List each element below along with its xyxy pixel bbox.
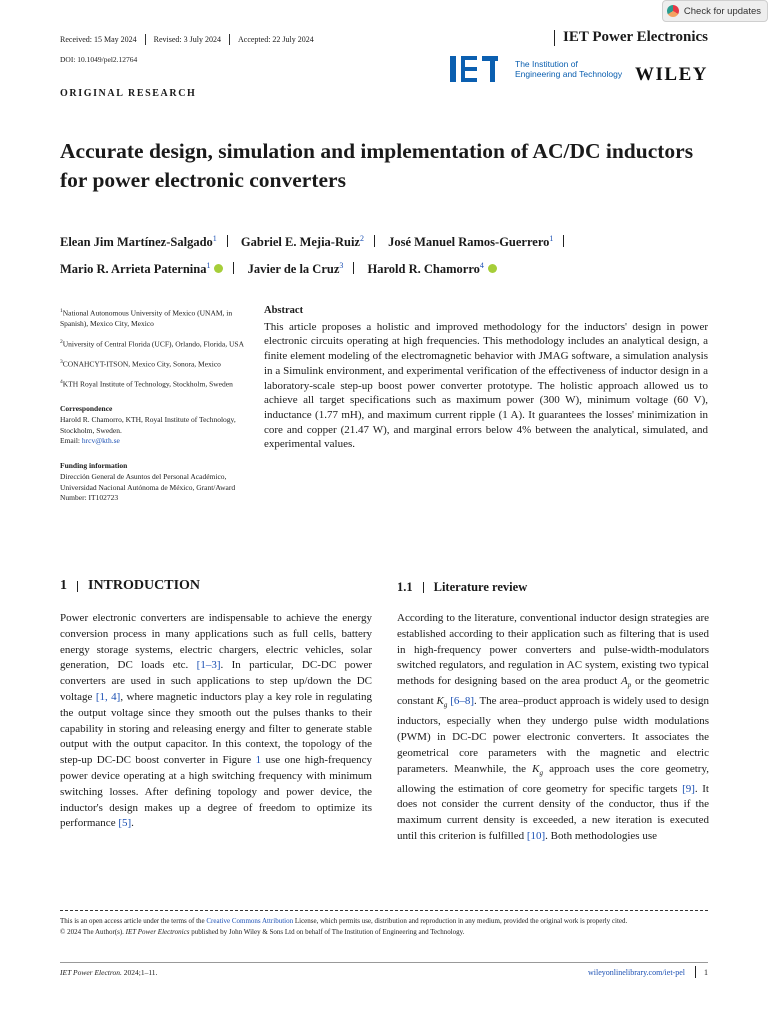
email-link[interactable]: hrcv@kth.se <box>81 436 120 445</box>
abstract-heading: Abstract <box>264 305 304 316</box>
accepted-date: Accepted: 22 July 2024 <box>238 35 314 44</box>
author-divider <box>374 235 375 247</box>
iet-logo-text <box>503 59 622 79</box>
license-notice: This is an open access article under the terms of the Creative Commons Attribution License, which permits use, distribution and reproduction in any medium, provided the original work is properly cited. © 2024 The Author(s). IET Power Electronics published by John Wiley & Sons Ltd on behalf of The Institution of Engineering and Technology. <box>60 917 628 936</box>
check-for-updates-label: Check for updates <box>683 5 761 17</box>
check-for-updates-badge[interactable] <box>662 0 768 22</box>
footer-page-divider <box>695 966 696 978</box>
crossmark-icon <box>667 5 679 17</box>
citation-link[interactable]: [6–8] <box>450 695 475 708</box>
iet-mark-icon <box>450 56 495 82</box>
abstract <box>264 304 708 452</box>
affiliation: $^1$National Autonomous University of Mexico (UNAM, in Spanish), Mexico City, Mexico <box>60 308 233 328</box>
affiliation: $^3$CONAHCYT-ITSON, Mexico City, Sonora, Mexico <box>60 358 221 368</box>
citation-link[interactable]: [9] <box>682 782 695 795</box>
footer-citation: IET Power Electron. 2024;1–11. <box>60 968 158 977</box>
iet-logo-line-2: Engineering and Technology <box>515 69 623 79</box>
section-heading-introduction: 1 INTRODUCTION <box>60 578 201 593</box>
section-heading-literature-review: 1.1 Literature review <box>397 580 528 594</box>
author[interactable]: José Manuel Ramos-Guerrero$^1$ <box>388 234 554 250</box>
orcid-icon[interactable] <box>488 264 497 273</box>
wiley-logo: WILEY <box>635 64 708 85</box>
received-date: Received: 15 May 2024 <box>60 35 137 44</box>
correspondence-heading: Correspondence <box>60 403 113 413</box>
funding-heading: Funding information <box>60 460 128 470</box>
license-link[interactable]: Creative Commons Attribution <box>206 917 294 925</box>
figure-link[interactable]: 1 <box>255 754 262 767</box>
article-type: ORIGINAL RESEARCH <box>60 88 197 99</box>
author[interactable]: Gabriel E. Mejia-Ruiz$^2$ <box>240 234 364 250</box>
article-dates <box>60 34 314 45</box>
article-title: Accurate design, simulation and implementation of AC/DC inductors for power electronic converters <box>60 139 694 192</box>
date-divider <box>145 34 146 45</box>
abstract-text: This article proposes a holistic and improved methodology for the inductors' design in power electronic circuits operating at high frequencies. This methodology includes an analytical design, a finite element modeling of the electromagnetic behavior with JMAG software, a simulation analysis in a Simulink environment, and experimental verification of the effectiveness of inductor design in a laboratory-scale step-up boost power converter prototype. The holistic approach allowed us to achieve all target specifications such as maximum power (300 W), minimum voltage (60 V), inductance (1.77 mH), and maximum current ripple (1 A). It guarantees the losses' minimization in core and copper (21.47 W), and marginal errors below 4% between the analytical, simulated, and experimental values. <box>264 320 708 451</box>
journal-title: IET Power Electronics <box>563 29 708 45</box>
date-divider <box>229 34 230 45</box>
footer-divider <box>60 962 708 963</box>
author-divider <box>563 235 564 247</box>
author-divider <box>353 262 354 274</box>
author[interactable]: Javier de la Cruz$^3$ <box>247 261 344 277</box>
introduction-text: Power electronic converters are indispensable to achieve the energy conversion process in many applications such as full cells, battery energy storage systems, electric chargers, electric vehicles, solar generation, DC loads etc. [1–3]. In particular, DC-DC power converters are used in such applications to step up/down the DC voltage [1, 4], where magnetic inductors play a key role in regulating the output voltage since they smooth out the pulses thanks to their capability in storing and releasing energy and filter to generate stable output with the output capacitor. In this context, the topology of the step-up DC-DC boost converter in Figure 1 use one high-frequency power device operating at a high switching frequency with minimum switching losses. After defining topology and power device, the inductor's design makes up a degree of freedom to optimize its performance [5]. <box>60 612 372 830</box>
page-number: 1 <box>704 967 708 977</box>
funding-text: Dirección General de Asuntos del Personal Académico, Universidad Nacional Autónoma de México, Grant/Award Number: IT102723 <box>60 472 236 502</box>
license-divider <box>60 910 708 911</box>
footer-right <box>588 966 708 978</box>
author-list <box>60 227 710 281</box>
affiliation: $^2$University of Central Florida (UCF), Orlando, Florida, USA <box>60 338 244 348</box>
author[interactable]: Harold R. Chamorro$^4$ <box>368 262 497 276</box>
journal-name <box>554 29 709 46</box>
sidebar-info <box>60 306 250 504</box>
citation-link[interactable]: [1–3] <box>196 659 221 672</box>
author[interactable]: Elean Jim Martínez-Salgado$^1$ <box>60 234 217 250</box>
affiliation: $^4$KTH Royal Institute of Technology, Stockholm, Sweden <box>60 378 233 388</box>
revised-date: Revised: 3 July 2024 <box>153 35 221 44</box>
literature-review-text: According to the literature, conventional inductor design strategies are established according to their application such as filtering that is used in high-frequency power converters and pulse-width-modulators switched regulators, and regulation in AC system, existing two typical methods for designing based on the area product $A_p$ or the geometric constant $K_g$ [6–8]. The area–product approach is widely used to design inductors, especially when they undergo pulse width modulations (PWM) in DC-DC power electronic converters. It associates the geometrical core parameters with the magnetic and electric parameters. Meanwhile, the $K_g$ approach uses the core geometry, allowing the estimation of core geometry for specific targets [9]. It does not consider the current density of the conductor, thus if the maximum current density is exceeded, a new iteration is executed until this criterion is fulfilled [10]. Both methodologies use <box>397 612 709 842</box>
iet-logo <box>450 56 622 82</box>
orcid-icon[interactable] <box>214 264 223 273</box>
citation-link[interactable]: [1, 4] <box>95 690 121 703</box>
doi[interactable]: DOI: 10.1049/pel2.12764 <box>60 55 138 64</box>
journal-divider <box>554 30 556 46</box>
author[interactable]: Mario R. Arrieta Paternina$^1$ <box>60 262 223 276</box>
journal-url-link[interactable]: wileyonlinelibrary.com/iet-pel <box>587 967 685 977</box>
citation-link[interactable]: [5] <box>118 817 132 830</box>
citation-link[interactable]: [10] <box>526 829 546 842</box>
correspondence-text: Harold R. Chamorro, KTH, Royal Institute of Technology, Stockholm, Sweden. Email: hrcv@kth.se <box>60 415 236 445</box>
iet-logo-line-1: The Institution of <box>515 59 578 69</box>
author-divider <box>227 235 228 247</box>
author-divider <box>233 262 234 274</box>
